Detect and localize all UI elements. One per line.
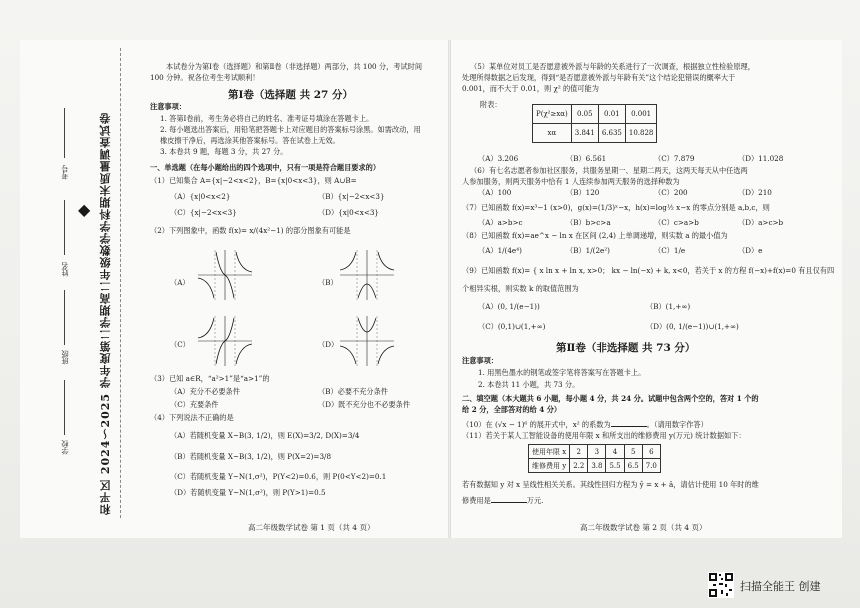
spine-name-line [64, 200, 65, 255]
question-11-blank [491, 494, 527, 503]
question-1: （1）已知集合 A={x|−2<x<2}，B={x|0<x<3}，则 A∪B= [150, 176, 357, 185]
question-5-line-2: 处理所得数据之后发现，得到“是否愿意被外派与年龄有关”这个结论犯错误的概率大于 [462, 73, 736, 82]
question-1-option-c: （C）{x|−2<x<3} [170, 208, 237, 217]
question-8: （8）已知函数 f(x)=ae^x − ln x 在区间 (2,4) 上单调递增，则实数 a 的最小值为 [462, 231, 728, 240]
question-2-option-b: （B） [318, 278, 338, 287]
question-7-option-c: （C）c>a>b [654, 218, 699, 227]
question-6-line-2: 人参加服务，则两天服务中恰有 1 人连续参加两天服务的选择种数为 [462, 177, 680, 186]
maint-header-5: 6 [642, 445, 660, 459]
maintenance-table [528, 444, 661, 473]
maint-value-5: 7.0 [642, 459, 660, 473]
part2-notice-item-2: 2. 本卷共 11 小题，共 73 分。 [478, 380, 580, 389]
chi-table-header-0: P(χ²≥xα) [533, 105, 572, 124]
chi-square-table [532, 104, 657, 143]
spine-name-label: 姓名 [60, 262, 69, 277]
question-7-option-a: （A）a>b>c [478, 218, 523, 227]
question-8-option-c: （C）1/e [654, 246, 686, 255]
intro-line-2: 100 分钟。祝各位考生考试顺利！ [150, 73, 260, 82]
chi-table-value-0: xα [533, 124, 572, 143]
question-10 [462, 418, 708, 429]
part1-title: 第Ⅰ卷（选择题 共 27 分） [228, 89, 353, 101]
question-9-line-2: 个相异实根，则实数 k 的取值范围为 [462, 284, 579, 293]
question-5-option-b: （B）6.561 [566, 154, 607, 163]
chi-table-value-3: 10.828 [625, 124, 657, 143]
part2-notice-item-1: 1. 用黑色墨水的钢笔或签字笔将答案写在答题卡上。 [478, 368, 646, 377]
question-11: （11）若关于某人工智能设备的使用年限 x 和所支出的维修费用 y(万元) 统计数据如下： [462, 431, 746, 440]
maint-value-4: 6.5 [624, 459, 642, 473]
question-4-option-c: （C）若随机变量 Y~N(1,σ²)，P(Y<2)=0.6，则 P(0<Y<2)=0.1 [170, 472, 387, 481]
question-5-line-3: 0.001，而不大于 0.01，则 χ² 的值可能为 [462, 84, 599, 93]
maint-value-2: 3.8 [588, 459, 606, 473]
question-6-option-c: （C）200 [654, 188, 688, 197]
question-4-option-b: （B）若随机变量 X~B(3, 1/2)，则 P(X=2)=3/8 [170, 452, 332, 461]
question-9-option-b: （B）(1,+∞) [646, 302, 691, 311]
maint-header-1: 2 [570, 445, 588, 459]
question-6-option-b: （B）120 [566, 188, 600, 197]
question-11-tail-2 [462, 494, 543, 505]
question-6-line-1: （6）有七名志愿者参加社区服务，共服务星期一、星期二两天，这两天每天从中任选两 [470, 166, 748, 175]
chi-table-header-1: 0.05 [571, 105, 598, 124]
question-3-option-b: （B）必要不充分条件 [318, 387, 388, 396]
question-8-option-b: （B）1/(2e²) [566, 246, 610, 255]
question-5-appendix: 附表： [480, 100, 502, 109]
maint-header-2: 3 [588, 445, 606, 459]
question-8-option-a: （A）1/(4e⁴) [478, 246, 522, 255]
question-11-tail-unit: 万元. [526, 496, 544, 505]
question-3-option-c: （C）充要条件 [170, 400, 219, 409]
maint-value-1: 2.2 [570, 459, 588, 473]
question-11-tail-text: 修费用是 [462, 496, 491, 505]
notice-item-3: 3. 本卷共 9 题，每题 3 分，共 27 分。 [160, 147, 288, 156]
chi-table-value-1: 3.841 [571, 124, 598, 143]
page-fold [448, 40, 451, 538]
spine-class-label: 班级 [60, 350, 69, 365]
question-1-option-b: （B）{x|−2<x<3} [318, 192, 385, 201]
question-3-option-d: （D）既不充分也不必要条件 [318, 400, 411, 409]
question-5-option-d: （D）11.028 [738, 154, 784, 163]
question-10-note: 。（请用数字作答） [646, 420, 708, 429]
question-6-option-d: （D）210 [738, 188, 772, 197]
maint-header-4: 5 [624, 445, 642, 459]
question-6-option-a: （A）100 [478, 188, 512, 197]
question-4-option-d: （D）若随机变量 Y~N(1,σ²)，则 P(Y>1)=0.5 [170, 488, 326, 497]
question-2: （2）下列图象中，函数 f(x)= x/(4x²−1) 的部分图象有可能是 [150, 226, 351, 235]
fill-section-title-1: 二、填空题（本大题共 6 小题，每小题 4 分，共 24 分。试题中包含两个空的，答对 1 个的 [462, 394, 759, 403]
question-7-option-d: （D）a>c>b [738, 218, 784, 227]
right-page-footer: 高二年级数学试卷 第 2 页（共 4 页） [580, 523, 707, 532]
mc-section-title: 一、单选题（在每小题给出的四个选项中，只有一项是符合题目要求的） [150, 163, 381, 172]
question-11-tail-1: 若有数据知 y 对 x 呈线性相关关系。其线性回归方程为 ŷ = x + â，请估计使用 10 年时的维 [462, 480, 759, 489]
question-5-option-c: （C）7.879 [654, 154, 695, 163]
question-4: （4）下列说法不正确的是 [150, 413, 234, 422]
part2-title: 第Ⅱ卷（非选择题 共 73 分） [556, 342, 696, 354]
question-8-option-d: （D）e [738, 246, 763, 255]
part2-notice-title: 注意事项： [462, 356, 498, 365]
fill-section-title-2: 给 2 分，全部答对的给 4 分） [462, 405, 562, 414]
left-page-footer: 高二年级数学试卷 第 1 页（共 4 页） [248, 523, 375, 532]
question-9-option-a: （A）(0, 1/(e−1)) [478, 302, 540, 311]
notice-title: 注意事项： [150, 102, 186, 111]
maint-value-3: 5.5 [606, 459, 624, 473]
question-5-option-a: （A）3.206 [478, 154, 519, 163]
maint-header-3: 4 [606, 445, 624, 459]
maint-value-label: 维修费用 y [529, 459, 570, 473]
notice-item-2: 2. 每小题选出答案后，用铅笔把答题卡上对应题目的答案标号涂黑。如需改动，用 [160, 125, 421, 134]
chi-table-header-3: 0.001 [625, 105, 657, 124]
question-9-line-1: （9）已知函数 f(x)= { x ln x + ln x, x>0； kx − ln(−x) + k, x<0，若关于 x 的方程 f(−x)+f(x)=0 有且仅有四 [462, 266, 835, 275]
question-3: （3）已知 a∈R，“a²>1”是“a>1”的 [150, 374, 270, 383]
question-7-option-b: （B）b>c>a [566, 218, 611, 227]
question-1-option-a: （A）{x|0<x<2} [170, 192, 231, 201]
chi-table-header-2: 0.01 [598, 105, 625, 124]
spine-class-line [64, 290, 65, 345]
notice-item-2b: 橡皮擦干净后，再选涂其他答案标号。答在试卷上无效。 [160, 136, 340, 145]
question-1-option-d: （D）{x|0<x<3} [318, 208, 380, 217]
spine-school-label: 学校 [60, 440, 69, 455]
chi-table-value-2: 6.635 [598, 124, 625, 143]
question-9-option-c: （C）(0,1)∪(1,+∞) [478, 322, 546, 331]
graph-option-b [340, 250, 394, 300]
maint-header-label: 使用年限 x [529, 445, 570, 459]
notice-item-1: 1. 答第Ⅰ卷前，考生务必将自己的姓名、准考证号填涂在答题卡上。 [160, 114, 374, 123]
graph-option-d [340, 316, 394, 366]
question-10-text: （10）在 (√x − 1)⁶ 的展开式中，x² 的系数为 [462, 420, 611, 429]
spine-id-label: 考号 [60, 165, 69, 180]
question-9-option-d: （D）(0, 1/(e−1))∪(1,+∞) [646, 322, 739, 331]
spine-seal-mark [78, 200, 83, 206]
graph-option-a [198, 250, 252, 300]
question-3-option-a: （A）充分不必要条件 [170, 387, 240, 396]
question-10-blank [611, 418, 647, 427]
qr-code-icon [708, 572, 734, 598]
spine-id-line [64, 108, 65, 158]
question-7: （7）已知函数 f(x)=x³−1 (x>0)，g(x)=(1/3)ˣ−x，h(x)=log½ x−x 的零点分别是 a,b,c，则 [462, 203, 770, 212]
spine-school-line [64, 380, 65, 435]
scanner-watermark: 扫描全能王 创建 [740, 580, 821, 593]
intro-line-1: 本试卷分为第Ⅰ卷（选择题）和第Ⅱ卷（非选择题）两部分，共 100 分，考试时间 [166, 62, 423, 71]
question-2-option-a: （A） [170, 278, 190, 287]
question-4-option-a: （A）若随机变量 X~B(3, 1/2)，则 E(X)=3/2, D(X)=3/4 [170, 431, 360, 440]
question-5-line-1: （5）某单位对员工是否愿意被外派与年龄的关系进行了一次调查，根据独立性检验原理， [470, 62, 755, 71]
spine-exam-title: 和平区 2024～2025 学年度第二学期高二年级数学学科期末质量调查试卷 [99, 112, 112, 515]
question-2-option-c: （C） [170, 340, 190, 349]
question-2-option-d: （D） [318, 340, 339, 349]
binding-dashed-line [120, 48, 121, 518]
graph-option-c [198, 316, 252, 366]
